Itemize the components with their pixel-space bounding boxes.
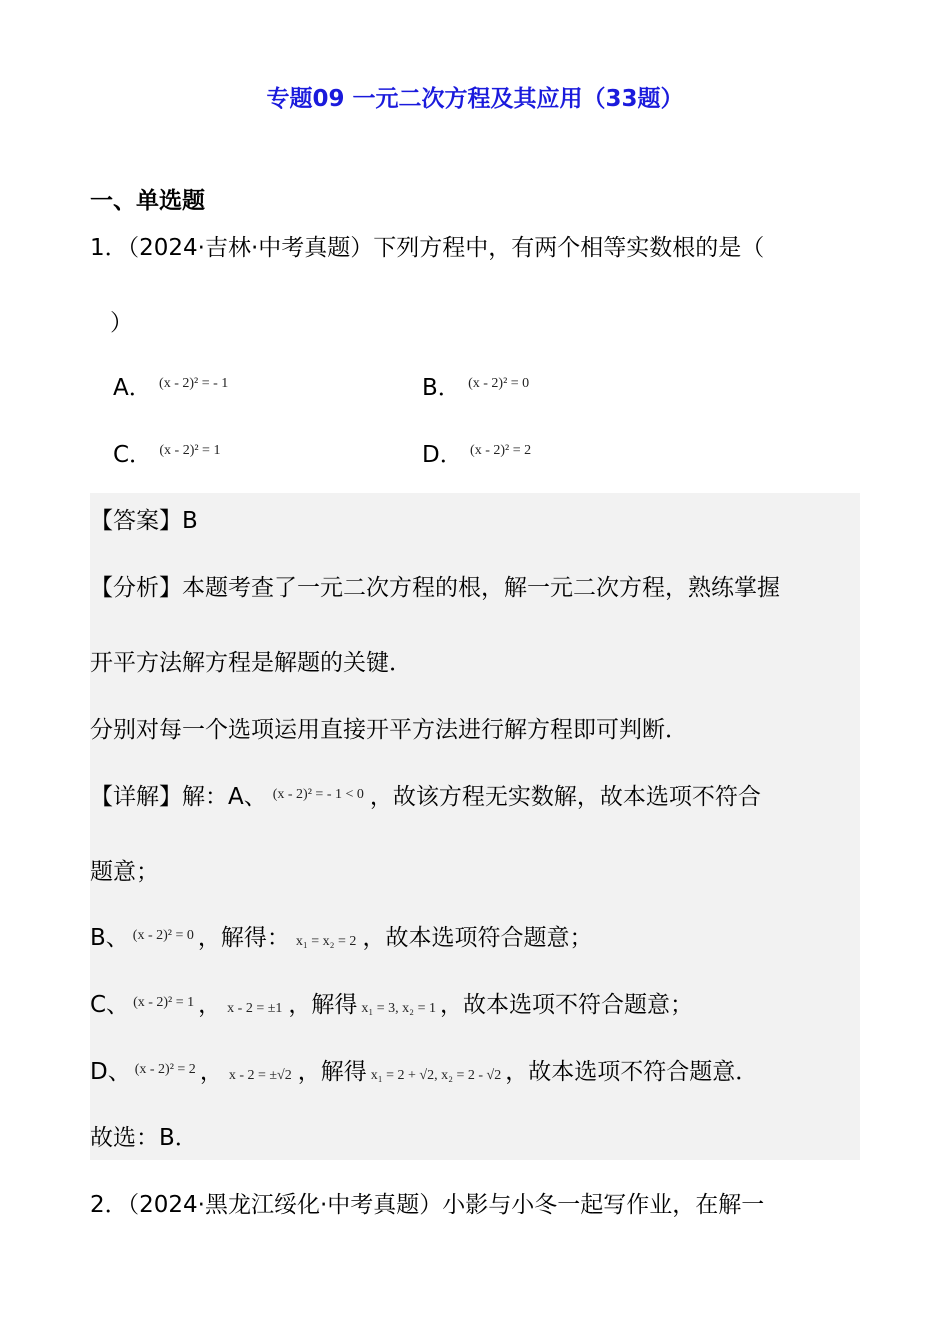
d-text-1: ， [199,1059,223,1085]
option-c-math: (x - 2)² = 1 [159,443,221,458]
analysis-line-1: 【分析】本题考查了一元二次方程的根，解一元二次方程，熟练掌握 [90,575,780,601]
option-b-label: B． [422,375,461,401]
option-d-math: (x - 2)² = 2 [470,443,532,458]
detail-a-line [90,782,761,816]
c-math-3: x₁ = 3, x₂ = 1 [361,1001,436,1016]
b-math-2: x₁ = x₂ = 2 [295,934,357,949]
b-math-1: (x - 2)² = 0 [132,928,194,943]
detail-c-line [90,990,693,1024]
c-text-2: ，解得 [288,992,358,1018]
question-1-stem: 1．（2024·吉林·中考真题）下列方程中，有两个相等实数根的是（ [90,235,765,261]
d-math-1: (x - 2)² = 2 [134,1062,196,1077]
d-math-3: x₁ = 2 + √2, x₂ = 2 - √2 [370,1068,502,1083]
c-math-2: x - 2 = ±1 [227,1001,283,1016]
c-text-1: ， [198,992,222,1018]
page-title: 专题09 一元二次方程及其应用（33题） [266,86,684,112]
conclusion: 故选：B． [90,1125,198,1151]
d-math-2: x - 2 = ±√2 [228,1068,292,1083]
c-text-3: ，故本选项不符合题意； [439,992,693,1018]
option-a-label: A． [113,375,152,401]
option-d [422,440,531,474]
d-text-2: ，解得 [297,1059,367,1085]
option-a-math: (x - 2)² = - 1 [159,376,229,391]
c-math-1: (x - 2)² = 1 [133,995,195,1010]
answer-line: 【答案】B [90,508,198,534]
detail-prefix: 【详解】解：A、 [90,784,267,810]
option-a [113,373,228,407]
b-prefix: B、 [90,925,129,951]
section-heading: 一、单选题 [90,188,205,214]
analysis-line-3: 分别对每一个选项运用直接开平方法进行解方程即可判断． [90,717,688,743]
d-text-3: ，故本选项不符合题意． [505,1059,759,1085]
c-prefix: C、 [90,992,130,1018]
detail-a-math: (x - 2)² = - 1 < 0 [272,787,364,802]
analysis-line-2: 开平方法解方程是解题的关键． [90,650,412,676]
option-c-label: C． [113,442,153,468]
d-prefix: D、 [90,1059,131,1085]
option-d-label: D． [422,442,463,468]
question-1-stem-cont: ） [110,310,133,336]
detail-a-text: ，故该方程无实数解，故本选项不符合 [369,784,761,810]
detail-d-line [90,1057,758,1091]
detail-b-line [90,923,592,957]
option-b [422,373,529,407]
option-b-math: (x - 2)² = 0 [468,376,530,391]
detail-a-line-cont: 题意； [90,859,159,885]
question-2-stem: 2．（2024·黑龙江绥化·中考真题）小影与小冬一起写作业，在解一 [90,1192,765,1218]
b-text-1: ，解得： [197,925,290,951]
option-c [113,440,220,474]
b-text-2: ，故本选项符合题意； [362,925,593,951]
